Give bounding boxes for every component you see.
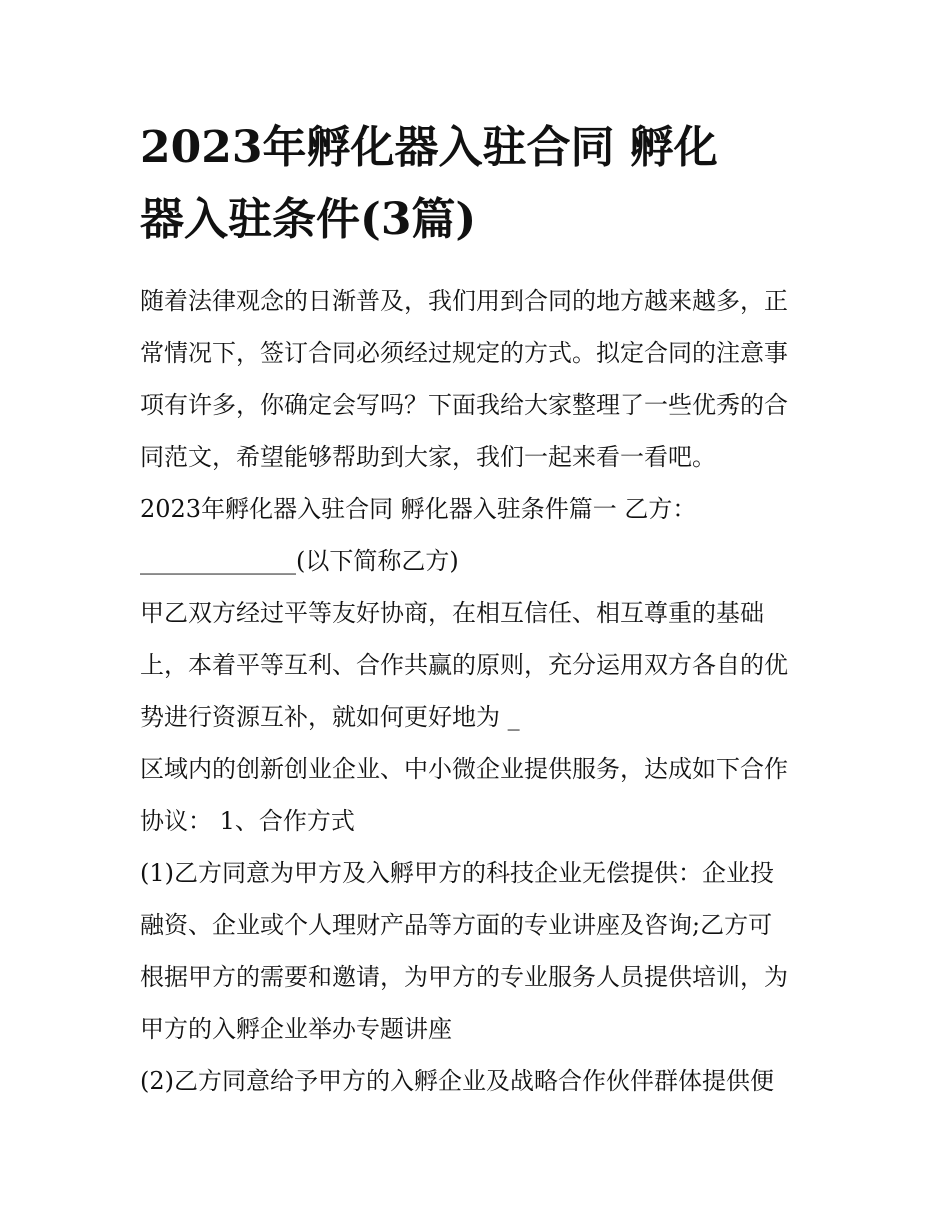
- body-line: (1)乙方同意为甲方及入孵甲方的科技企业无偿提供：企业投: [140, 859, 774, 887]
- body-line: 甲乙双方经过平等友好协商，在相互信任、相互尊重的基础: [140, 599, 764, 627]
- body-line: 随着法律观念的日渐普及，我们用到合同的地方越来越多，正: [140, 287, 788, 315]
- body-line: 融资、企业或个人理财产品等方面的专业讲座及咨询;乙方可: [140, 911, 773, 939]
- body-line: 协议： 1、合作方式: [140, 807, 355, 835]
- section-heading-line: 2023年孵化器入驻合同 孵化器入驻条件篇一 乙方：: [140, 495, 697, 523]
- body-line: 常情况下，签订合同必须经过规定的方式。拟定合同的注意事: [140, 339, 788, 367]
- body-line: 区域内的创新创业企业、中小微企业提供服务，达成如下合作: [140, 755, 788, 783]
- body-line: 上，本着平等互利、合作共赢的原则，充分运用双方各自的优: [140, 651, 788, 679]
- document-body: [140, 275, 820, 1107]
- body-line: 根据甲方的需要和邀请，为甲方的专业服务人员提供培训，为: [140, 963, 788, 991]
- body-line: 项有许多，你确定会写吗？下面我给大家整理了一些优秀的合: [140, 391, 788, 419]
- title-line-2: 器入驻条件(3篇): [140, 194, 477, 245]
- document-title: [140, 112, 820, 256]
- body-line: 同范文，希望能够帮助到大家，我们一起来看一看吧。: [140, 443, 716, 471]
- blank-field-line: _____________(以下简称乙方): [140, 547, 459, 575]
- body-line: (2)乙方同意给予甲方的入孵企业及战略合作伙伴群体提供便: [140, 1067, 774, 1095]
- body-line: 甲方的入孵企业举办专题讲座: [140, 1015, 452, 1043]
- body-line: 势进行资源互补，就如何更好地为 _: [140, 703, 520, 731]
- title-line-1: 2023年孵化器入驻合同 孵化: [140, 122, 718, 173]
